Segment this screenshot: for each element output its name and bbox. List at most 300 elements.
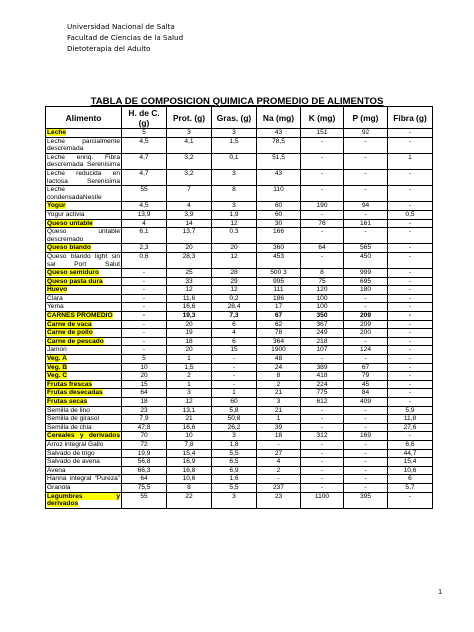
value-cell: 15 — [122, 380, 167, 389]
value-cell: 25 — [167, 269, 212, 278]
value-cell: 72 — [122, 440, 167, 449]
value-cell: 1,5 — [212, 137, 257, 153]
value-cell: - — [301, 475, 344, 484]
food-name: Cereales y derivados — [47, 432, 120, 440]
value-cell: 237 — [257, 483, 301, 492]
value-cell: - — [301, 186, 344, 202]
value-cell: 695 — [344, 277, 388, 286]
value-cell: - — [388, 329, 433, 338]
value-cell: - — [122, 329, 167, 338]
value-cell: 24 — [257, 363, 301, 372]
value-cell: 51,5 — [257, 153, 301, 169]
value-cell: 2 — [167, 372, 212, 381]
value-cell: - — [344, 294, 388, 303]
food-name-cell — [46, 210, 122, 219]
table-row — [46, 337, 433, 346]
value-cell: 20 — [167, 320, 212, 329]
food-name-cell — [46, 423, 122, 432]
page-number: 1 — [438, 589, 442, 596]
value-cell: 55 — [122, 492, 167, 508]
value-cell: - — [388, 380, 433, 389]
value-cell: 151 — [301, 129, 344, 138]
value-cell: 6,9 — [212, 466, 257, 475]
food-name-cell — [46, 440, 122, 449]
value-cell: 78,5 — [257, 137, 301, 153]
value-cell: 10 — [167, 432, 212, 441]
value-cell: - — [388, 355, 433, 364]
food-name: CARNES PROMEDIO — [47, 312, 113, 320]
value-cell: - — [301, 153, 344, 169]
value-cell: 4 — [257, 458, 301, 467]
value-cell: 1,8 — [212, 440, 257, 449]
value-cell: - — [301, 169, 344, 185]
value-cell: 56,8 — [122, 458, 167, 467]
value-cell: 7,8 — [167, 440, 212, 449]
value-cell: - — [388, 228, 433, 244]
value-cell: 19,3 — [167, 312, 212, 321]
value-cell: 48 — [257, 355, 301, 364]
value-cell: 20 — [212, 244, 257, 253]
value-cell: - — [344, 415, 388, 424]
table-row — [46, 483, 433, 492]
food-name: Clara — [47, 294, 63, 302]
value-cell: - — [212, 363, 257, 372]
value-cell: 166 — [257, 228, 301, 244]
value-cell: 3,2 — [167, 169, 212, 185]
food-name: Semilla de lino — [47, 406, 90, 414]
value-cell: - — [344, 303, 388, 312]
value-cell: 200 — [344, 329, 388, 338]
value-cell: - — [122, 294, 167, 303]
value-cell: 6 — [388, 475, 433, 484]
value-cell: - — [301, 458, 344, 467]
value-cell: 12 — [167, 286, 212, 295]
value-cell: 1900 — [257, 346, 301, 355]
value-cell: 67 — [344, 363, 388, 372]
value-cell: - — [122, 320, 167, 329]
food-name-cell — [46, 169, 122, 185]
value-cell: 16,9 — [167, 458, 212, 467]
column-header: Alimento — [46, 107, 122, 129]
food-name-cell — [46, 346, 122, 355]
food-name: Carne de pollo — [47, 329, 93, 337]
value-cell: 8 — [257, 372, 301, 381]
value-cell: 3 — [212, 202, 257, 211]
value-cell: 18 — [167, 337, 212, 346]
value-cell: 0,1 — [212, 153, 257, 169]
table-row — [46, 355, 433, 364]
value-cell: - — [344, 440, 388, 449]
table-row — [46, 286, 433, 295]
value-cell: - — [388, 432, 433, 441]
food-name-cell — [46, 363, 122, 372]
value-cell: 50,8 — [212, 415, 257, 424]
value-cell: - — [344, 475, 388, 484]
value-cell: - — [388, 398, 433, 407]
value-cell: 13,1 — [167, 406, 212, 415]
value-cell: 29 — [212, 277, 257, 286]
value-cell: 17 — [257, 303, 301, 312]
value-cell: 27 — [257, 449, 301, 458]
value-cell: 60 — [257, 210, 301, 219]
course-name: Dietoterapia del Adulto — [67, 43, 151, 53]
value-cell: 395 — [344, 492, 388, 508]
value-cell: 218 — [301, 337, 344, 346]
value-cell: 27,6 — [388, 423, 433, 432]
food-name-cell — [46, 389, 122, 398]
value-cell: - — [301, 466, 344, 475]
value-cell: 450 — [344, 252, 388, 268]
value-cell: 13,7 — [167, 228, 212, 244]
value-cell: 312 — [301, 432, 344, 441]
value-cell: 1,6 — [212, 475, 257, 484]
value-cell: - — [301, 228, 344, 244]
value-cell: - — [344, 153, 388, 169]
food-name-cell — [46, 466, 122, 475]
food-name: Leche condensadaNestle — [47, 186, 102, 201]
food-name: Queso semiduro — [47, 269, 100, 277]
value-cell: 4,7 — [122, 169, 167, 185]
table-row — [46, 415, 433, 424]
food-name-cell — [46, 244, 122, 253]
value-cell: 10,6 — [167, 475, 212, 484]
food-name: Avena — [47, 466, 66, 474]
food-name-cell — [46, 186, 122, 202]
column-header: K (mg) — [301, 107, 344, 129]
value-cell: - — [388, 363, 433, 372]
value-cell: 5,5 — [212, 483, 257, 492]
food-name: Hanna integral “Pureza” — [47, 475, 120, 483]
value-cell: 60 — [257, 202, 301, 211]
value-cell: - — [344, 169, 388, 185]
value-cell: - — [344, 355, 388, 364]
value-cell: 92 — [344, 129, 388, 138]
value-cell: - — [122, 269, 167, 278]
food-name: Arroz integral Gallo — [47, 440, 104, 448]
food-name-cell — [46, 129, 122, 138]
value-cell: 7,9 — [122, 415, 167, 424]
value-cell: - — [257, 475, 301, 484]
food-name: Legumbres y derivados — [47, 492, 120, 508]
value-cell: - — [388, 252, 433, 268]
value-cell: 2,3 — [122, 244, 167, 253]
table-row — [46, 153, 433, 169]
value-cell: 94 — [344, 202, 388, 211]
value-cell: 110 — [257, 186, 301, 202]
value-cell: 1100 — [301, 492, 344, 508]
value-cell: - — [344, 137, 388, 153]
food-name-cell — [46, 483, 122, 492]
value-cell: 28,4 — [212, 303, 257, 312]
table-row — [46, 219, 433, 228]
value-cell: 15 — [212, 346, 257, 355]
value-cell: 21 — [257, 406, 301, 415]
value-cell: 409 — [344, 398, 388, 407]
value-cell: 8 — [212, 186, 257, 202]
table-row — [46, 312, 433, 321]
value-cell: - — [388, 202, 433, 211]
value-cell: - — [388, 337, 433, 346]
table-row — [46, 458, 433, 467]
value-cell: 5,5 — [212, 449, 257, 458]
value-cell: 1 — [257, 415, 301, 424]
value-cell: 367 — [301, 320, 344, 329]
food-name: Salvado de avena — [47, 458, 100, 466]
food-name: Carne de vaca — [47, 320, 92, 328]
food-name: Queso pasta dura — [47, 277, 103, 285]
food-name-cell — [46, 432, 122, 441]
value-cell: 16,6 — [167, 303, 212, 312]
value-cell: 75 — [301, 277, 344, 286]
value-cell: 3 — [167, 389, 212, 398]
table-row — [46, 210, 433, 219]
table-header-row — [46, 107, 433, 129]
value-cell: 44,7 — [388, 449, 433, 458]
value-cell: - — [388, 492, 433, 508]
table-row — [46, 346, 433, 355]
value-cell: 28 — [212, 269, 257, 278]
value-cell: - — [122, 277, 167, 286]
value-cell: 39 — [257, 423, 301, 432]
food-name: Queso blando — [47, 244, 91, 252]
food-name-cell — [46, 277, 122, 286]
value-cell: 3,9 — [167, 210, 212, 219]
food-name-cell — [46, 312, 122, 321]
table-row — [46, 380, 433, 389]
table-title: TABLA DE COMPOSICION QUIMICA PROMEDIO DE ALIMENTOS — [90, 96, 384, 107]
value-cell: 3 — [212, 129, 257, 138]
value-cell: - — [301, 483, 344, 492]
value-cell: - — [388, 372, 433, 381]
table-row — [46, 277, 433, 286]
value-cell: 1 — [167, 380, 212, 389]
table-body — [46, 129, 433, 509]
value-cell: 124 — [344, 346, 388, 355]
food-name-cell — [46, 320, 122, 329]
food-name: Jamon — [47, 346, 67, 354]
value-cell: - — [388, 137, 433, 153]
value-cell: - — [212, 372, 257, 381]
table-row — [46, 320, 433, 329]
value-cell: 4,7 — [122, 153, 167, 169]
food-name: Granola — [47, 483, 71, 491]
value-cell: 14 — [167, 219, 212, 228]
value-cell: 26,2 — [212, 423, 257, 432]
table-row — [46, 269, 433, 278]
value-cell: - — [388, 320, 433, 329]
value-cell: 3 — [257, 398, 301, 407]
column-header: P (mg) — [344, 107, 388, 129]
food-name-cell — [46, 492, 122, 508]
value-cell: 84 — [344, 389, 388, 398]
value-cell: 8 — [301, 269, 344, 278]
food-name: Leche reducida en lactosa Serenisima — [47, 169, 120, 185]
value-cell: 75,5 — [122, 483, 167, 492]
value-cell: 12 — [167, 398, 212, 407]
food-name-cell — [46, 337, 122, 346]
value-cell: 5,8 — [212, 406, 257, 415]
value-cell: 4 — [212, 329, 257, 338]
value-cell: 107 — [301, 346, 344, 355]
value-cell: - — [122, 303, 167, 312]
food-name-cell — [46, 294, 122, 303]
value-cell: 19,9 — [122, 449, 167, 458]
value-cell: 21 — [167, 415, 212, 424]
food-name-cell — [46, 202, 122, 211]
value-cell: - — [344, 228, 388, 244]
value-cell: - — [388, 269, 433, 278]
value-cell: 0,3 — [212, 228, 257, 244]
faculty-name: Facultad de Ciencias de la Salud — [67, 32, 184, 42]
value-cell: 3 — [212, 432, 257, 441]
value-cell: - — [122, 286, 167, 295]
value-cell: - — [122, 312, 167, 321]
table-row — [46, 129, 433, 138]
composition-table — [45, 106, 433, 509]
value-cell: 33 — [167, 277, 212, 286]
value-cell: - — [344, 483, 388, 492]
value-cell: - — [388, 286, 433, 295]
table-row — [46, 294, 433, 303]
value-cell: 6,6 — [388, 440, 433, 449]
value-cell: 62 — [257, 320, 301, 329]
value-cell: 76 — [301, 219, 344, 228]
value-cell: 186 — [257, 294, 301, 303]
table-row — [46, 475, 433, 484]
value-cell: 60 — [212, 398, 257, 407]
table-row — [46, 228, 433, 244]
value-cell: 70 — [122, 432, 167, 441]
food-name-cell — [46, 458, 122, 467]
value-cell: 161 — [344, 219, 388, 228]
value-cell: 20 — [122, 372, 167, 381]
value-cell: 66,3 — [122, 466, 167, 475]
value-cell: 7,3 — [212, 312, 257, 321]
value-cell: 1 — [167, 355, 212, 364]
value-cell: 0,5 — [388, 210, 433, 219]
value-cell: - — [301, 423, 344, 432]
food-name-cell — [46, 449, 122, 458]
value-cell: 350 — [301, 312, 344, 321]
value-cell: 111 — [257, 286, 301, 295]
value-cell: - — [212, 355, 257, 364]
value-cell: 1,9 — [212, 210, 257, 219]
food-name: Carne de pescado — [47, 337, 104, 345]
value-cell: 5 — [122, 129, 167, 138]
value-cell: 4 — [122, 219, 167, 228]
table-row — [46, 137, 433, 153]
table-row — [46, 372, 433, 381]
value-cell: - — [344, 449, 388, 458]
table-row — [46, 423, 433, 432]
value-cell: 565 — [344, 244, 388, 253]
value-cell: 5 — [122, 355, 167, 364]
table-row — [46, 492, 433, 508]
column-header: Fibra (g) — [388, 107, 433, 129]
table-row — [46, 329, 433, 338]
food-name-cell — [46, 303, 122, 312]
food-name: Veg. C — [47, 372, 68, 380]
value-cell: 0,6 — [122, 252, 167, 268]
food-name-cell — [46, 153, 122, 169]
value-cell: 18 — [122, 398, 167, 407]
value-cell: 5,7 — [388, 483, 433, 492]
value-cell: 43 — [257, 169, 301, 185]
value-cell: 3 — [167, 129, 212, 138]
value-cell: - — [122, 337, 167, 346]
value-cell: 13,9 — [122, 210, 167, 219]
column-header: H. de C. (g) — [122, 107, 167, 129]
value-cell: - — [388, 312, 433, 321]
value-cell: 45 — [344, 380, 388, 389]
value-cell: - — [301, 137, 344, 153]
value-cell: 169 — [344, 432, 388, 441]
value-cell: - — [301, 406, 344, 415]
value-cell: 64 — [301, 244, 344, 253]
value-cell: - — [388, 294, 433, 303]
table-row — [46, 186, 433, 202]
value-cell: 0,2 — [212, 294, 257, 303]
value-cell: - — [388, 186, 433, 202]
value-cell: 12 — [212, 219, 257, 228]
value-cell: - — [301, 440, 344, 449]
food-name-cell — [46, 406, 122, 415]
food-name: Semilla de girasol — [47, 415, 100, 423]
food-name: Semilla de chia — [47, 423, 92, 431]
value-cell: 12 — [212, 252, 257, 268]
university-name: Universidad Nacional de Salta — [67, 22, 175, 31]
food-name-cell — [46, 398, 122, 407]
value-cell: 100 — [301, 294, 344, 303]
value-cell: 3,2 — [167, 153, 212, 169]
value-cell: 2 — [257, 380, 301, 389]
food-name: Yogur activia — [47, 210, 85, 218]
table-row — [46, 449, 433, 458]
food-name: Leche parcialmente descremada — [47, 137, 120, 153]
value-cell: - — [388, 303, 433, 312]
value-cell: 47,8 — [122, 423, 167, 432]
food-name: Frutas frescas — [47, 380, 93, 388]
food-name: Queso untable — [47, 219, 93, 227]
value-cell: - — [344, 458, 388, 467]
food-name: Veg. A — [47, 355, 67, 363]
food-name: Queso untable descremado — [47, 228, 120, 243]
food-name: Leche — [47, 129, 67, 136]
value-cell: - — [344, 406, 388, 415]
value-cell: 6 — [212, 320, 257, 329]
value-cell: 18 — [257, 432, 301, 441]
food-name-cell — [46, 228, 122, 244]
value-cell: - — [212, 380, 257, 389]
value-cell: 3 — [212, 169, 257, 185]
food-name-cell — [46, 137, 122, 153]
value-cell: - — [301, 449, 344, 458]
value-cell: 418 — [301, 372, 344, 381]
food-name-cell — [46, 475, 122, 484]
column-header: Prot. (g) — [167, 107, 212, 129]
value-cell: - — [388, 244, 433, 253]
value-cell: 10 — [122, 363, 167, 372]
value-cell: - — [344, 423, 388, 432]
value-cell: 1 — [212, 389, 257, 398]
value-cell: 30 — [257, 219, 301, 228]
value-cell: 6,5 — [212, 458, 257, 467]
value-cell: 364 — [257, 337, 301, 346]
table-row — [46, 303, 433, 312]
value-cell: - — [388, 277, 433, 286]
food-name: Frutas desecadas — [47, 389, 103, 397]
food-name-cell — [46, 415, 122, 424]
